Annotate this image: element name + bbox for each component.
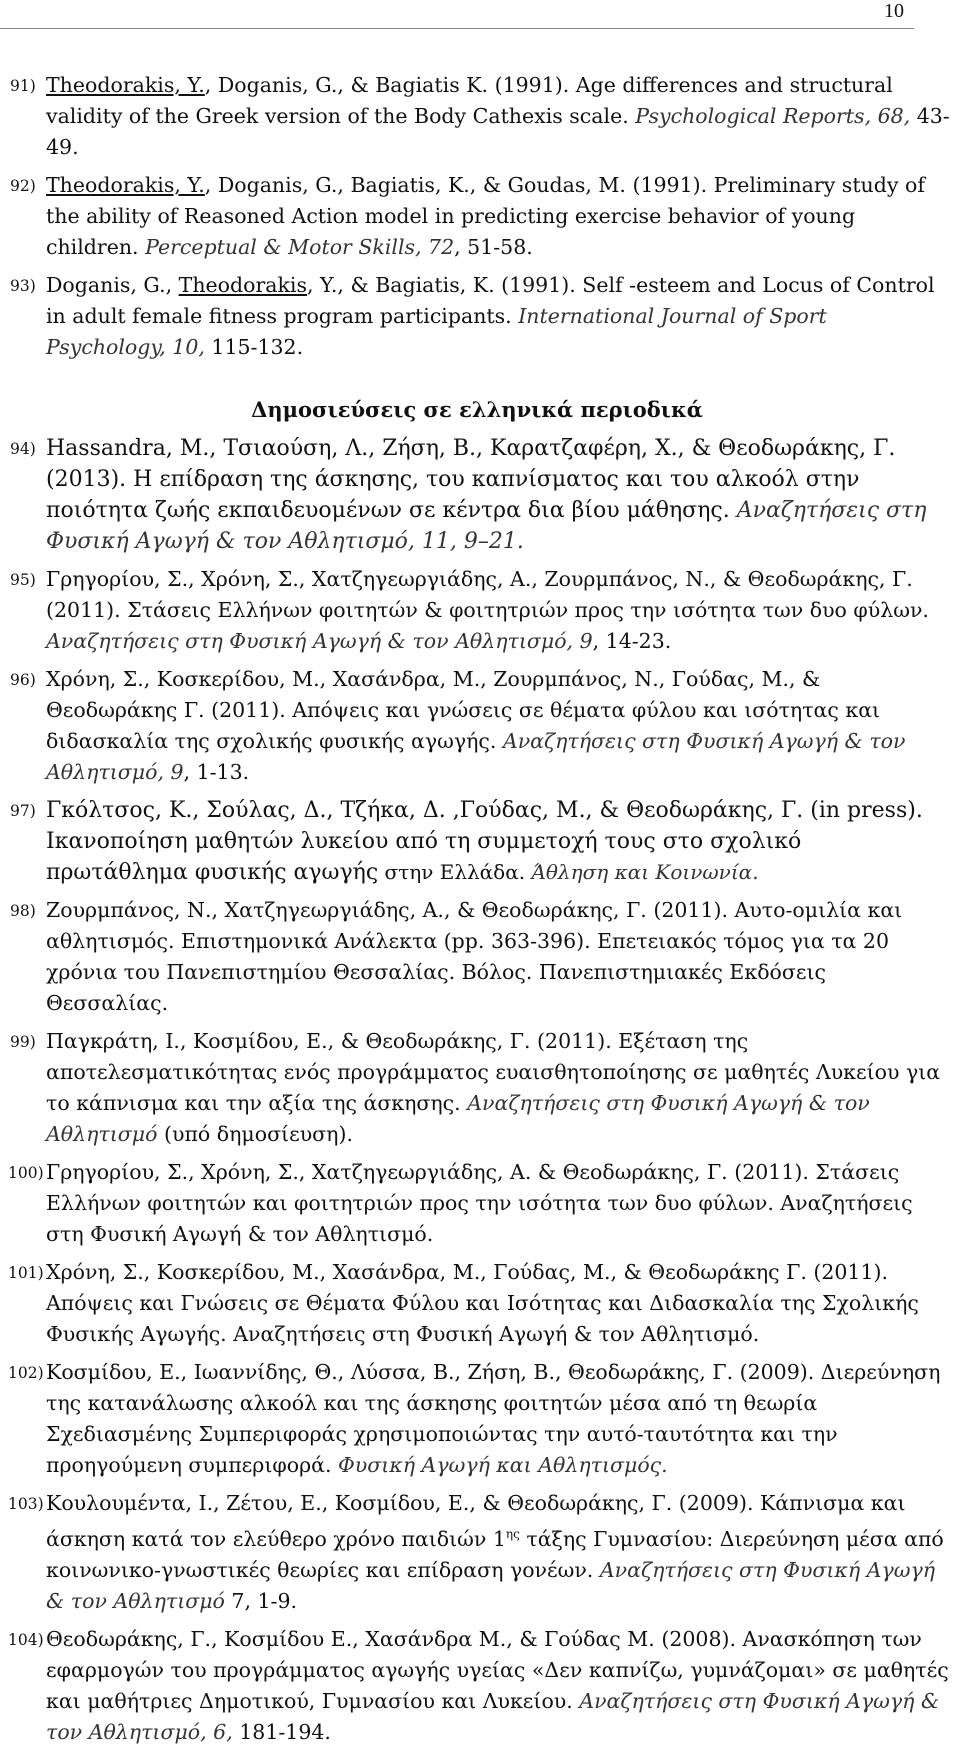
reference-journal: Αναζητήσεις στη Φυσική Αγωγή & τον Αθλητισμό, 9 <box>46 629 593 653</box>
reference-text: Παγκράτη, Ι., Κοσμίδου, Ε., & Θεοδωράκης, Γ. (2011). Εξέταση της αποτελεσματικότητας ενός προγράμματος ευαισθητοποίησης σε μαθητές Λυκείου για το κάπνισμα και την αξία της άσκησης. <box>46 1029 941 1115</box>
reference-number: 102) <box>8 1364 44 1382</box>
reference-number: 91) <box>10 77 36 95</box>
reference-journal: Psychological Reports, 68, <box>635 104 911 128</box>
reference-number: 96) <box>10 671 36 689</box>
reference-text: Χρόνη, Σ., Κοσκερίδου, Μ., Χασάνδρα, Μ., Γούδας, Μ., & Θεοδωράκης Γ. (2011). Απόψεις και Γνώσεις σε Θέματα Φύλου και Ισότητας και Διδασκαλία της Σχολικής Φυσικής Αγωγής. Αναζητήσεις στη Φυσική Αγωγή & τον Αθλητισμό. <box>46 1260 919 1346</box>
reference-pages: , 51-58. <box>454 235 533 259</box>
reference-journal: Αναζητήσεις στη Φυσική Αγωγή & τον Αθλητισμό <box>46 1557 935 1613</box>
reference-journal: Αναζητήσεις στη Φυσική Αγωγή & τον Αθλητισμό, 9 <box>46 729 906 784</box>
reference-text: , Doganis, G., Bagiatis, K., & Goudas, M. (1991). Preliminary study of the ability of Reasoned Action model in predicting exercise behavior of young children. <box>46 173 925 259</box>
ordinal-superscript: ης <box>505 1527 520 1541</box>
reference-journal: Αναζητήσεις στη Φυσική Αγωγή & τον Αθλητισμό <box>46 1091 870 1146</box>
reference-text: , Y., & Bagiatis, K. (1991). Self -esteem and Locus of Control in adult female fitness program participants. <box>46 273 935 328</box>
reference-number: 104) <box>8 1630 44 1649</box>
reference-number: 97) <box>10 802 36 820</box>
reference-item <box>4 1157 950 1250</box>
reference-text: Ζουρμπάνος, Ν., Χατζηγεωργιάδης, Α., & Θεοδωράκης, Γ. (2011). Αυτο-ομιλία και αθλητισμός. Επιστημονικά Ανάλεκτα (pp. 363-396). Επετειακός τόμος για τα 20 χρόνια του Πανεπιστημίου Θεσσαλίας. Βόλος. Πανεπιστημιακές Εκδόσεις Θεσσαλίας. <box>46 898 903 1015</box>
reference-number: 92) <box>10 177 36 195</box>
reference-text: Θεοδωράκης, Γ., Κοσμίδου Ε., Χασάνδρα Μ., & Γούδας Μ. (2008). Ανασκόπηση των εφαρμογών του προγράμματος αγωγής υγείας «Δεν καπνίζω, γυμνάζομαι» σε μαθητές και μαθήτριες Δημοτικού, Γυμνασίου και Λυκείου. <box>46 1626 949 1713</box>
reference-journal: Αναζητήσεις στη Φυσική Αγωγή & τον Αθλητισμό, 6, <box>46 1688 940 1744</box>
reference-item <box>4 270 950 363</box>
reference-text: Γκόλτσος, Κ., Σούλας, Δ., Τζήκα, Δ. ,Γούδας, Μ., & Θεοδωράκης, Γ. (in press). Ικανοποίηση μαθητών λυκείου από τη συμμετοχή τους στο σχολικό πρωτάθλημα φυσικής αγωγής <box>46 798 923 885</box>
reference-item <box>4 1257 950 1350</box>
reference-journal: Αναζητήσεις στη Φυσική Αγωγή & τον Αθλητισμό, 11, 9–21. <box>46 498 927 554</box>
reference-item <box>4 795 950 888</box>
reference-pages: , 1-13. <box>183 760 250 784</box>
reference-pages: , 14-23. <box>592 629 672 653</box>
reference-item <box>4 1488 950 1617</box>
reference-text: στην Ελλάδα. <box>378 860 532 884</box>
reference-number: 93) <box>10 277 36 295</box>
reference-number: 100) <box>8 1164 44 1182</box>
reference-journal: Perceptual & Motor Skills, 72 <box>145 235 455 259</box>
reference-text: Χρόνη, Σ., Κοσκερίδου, Μ., Χασάνδρα, Μ., Ζουρμπάνος, Ν., Γούδας, Μ., & Θεοδωράκης Γ. (2011). Απόψεις και γνώσεις σε θέματα φύλου και ισότητας και διδασκαλία της σχολικής φυσικής αγωγής. <box>46 667 881 753</box>
reference-text: Hassandra, M., Τσιαούση, Λ., Ζήση, Β., Καρατζαφέρη, Χ., & Θεοδωράκης, Γ. (2013). Η επίδραση της άσκησης, του καπνίσματος και του αλκοόλ στην ποιότητα ζωής εκπαιδευομένων σε κέντρα δια βίου μάθησης. <box>46 436 896 523</box>
section-heading: Δημοσιεύσεις σε ελληνικά περιοδικά <box>251 397 703 422</box>
reference-item <box>4 1026 950 1150</box>
reference-item <box>4 1357 950 1481</box>
reference-number: 99) <box>10 1033 36 1051</box>
reference-pages: 7, 1-9. <box>224 1588 298 1613</box>
reference-text: Γρηγορίου, Σ., Χρόνη, Σ., Χατζηγεωργιάδης, Α. & Θεοδωράκης, Γ. (2011). Στάσεις Ελλήνων φοιτητών και φοιτητριών προς την ισότητα των δυο φύλων. Αναζητήσεις στη Φυσική Αγωγή & τον Αθλητισμό. <box>46 1160 913 1246</box>
reference-number: 101) <box>8 1264 44 1282</box>
reference-number: 95) <box>10 571 36 589</box>
reference-text: Κοσμίδου, Ε., Ιωαννίδης, Θ., Λύσσα, Β., Ζήση, Β., Θεοδωράκης, Γ. (2009). Διερεύνηση της κατανάλωσης αλκοόλ και της άσκησης φοιτητών μέσα από τη θεωρία Σχεδιασμένης Συμπεριφοράς χρησιμοποιώντας την αυτό-ταυτότητα και την προηγούμενη συμπεριφορά. <box>46 1360 941 1477</box>
reference-item <box>4 895 950 1019</box>
reference-journal: International Journal of Sport Psychology, 10, <box>46 304 827 359</box>
reference-item <box>4 170 950 263</box>
reference-pages: (υπό δημοσίευση). <box>157 1122 353 1146</box>
reference-item <box>4 1624 950 1748</box>
reference-author-link[interactable]: Theodorakis, Y. <box>46 73 205 97</box>
reference-item <box>4 664 950 788</box>
reference-journal: Άθληση και Κοινωνία. <box>531 860 759 884</box>
reference-number: 98) <box>10 902 36 920</box>
reference-item <box>4 433 950 557</box>
reference-list <box>4 70 950 1755</box>
reference-journal: Φυσική Αγωγή και Αθλητισμός. <box>338 1453 668 1477</box>
reference-text: Γρηγορίου, Σ., Χρόνη, Σ., Χατζηγεωργιάδης, Α., Ζουρμπάνος, Ν., & Θεοδωράκης, Γ. (2011). Στάσεις Ελλήνων φοιτητών & φοιτητριών προς την ισότητα των δυο φύλων. <box>46 567 929 622</box>
reference-item <box>4 70 950 163</box>
reference-pages: 115-132. <box>204 335 304 359</box>
reference-text: , Doganis, G., & Bagiatis K. (1991). Age differences and structural validity of the Greek version of the Body Cathexis scale. <box>46 73 893 128</box>
reference-text: Κουλουμέντα, Ι., Ζέτου, Ε., Κοσμίδου, Ε., & Θεοδωράκης, Γ. (2009). Κάπνισμα και άσκηση κατά τον ελεύθερο χρόνο παιδιών 1 <box>46 1491 906 1551</box>
reference-pages: 181-194. <box>232 1719 331 1744</box>
reference-author-link[interactable]: Theodorakis <box>178 273 307 297</box>
reference-text: τάξης Γυμνασίου: Διερεύνηση μέσα από κοινωνικο-γνωστικές θεωρίες και επίδραση γονέων. <box>46 1526 944 1582</box>
reference-item <box>4 564 950 657</box>
page-number: 10 <box>884 0 904 22</box>
reference-text: Doganis, G., <box>46 273 179 297</box>
reference-number: 94) <box>10 440 36 458</box>
header-rule <box>0 28 914 29</box>
reference-number: 103) <box>8 1495 44 1513</box>
reference-author-link[interactable]: Theodorakis, Y. <box>46 173 205 197</box>
reference-pages: 43-49. <box>46 104 950 159</box>
